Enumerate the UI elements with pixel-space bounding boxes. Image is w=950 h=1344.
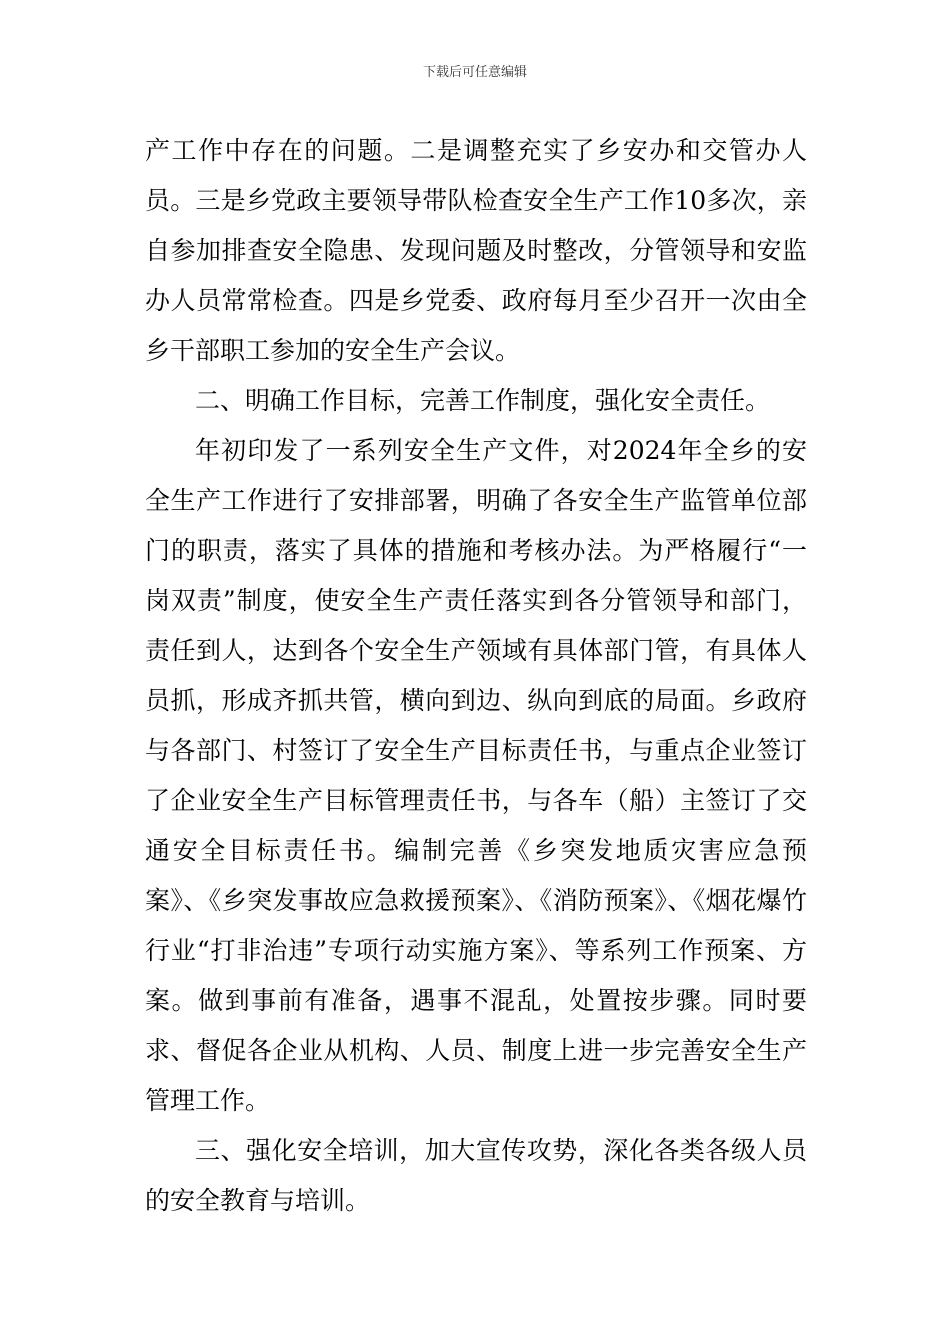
paragraph-4-heading: 三、强化安全培训，加大宣传攻势，深化各类各级人员的安全教育与培训。 — [145, 1136, 807, 1215]
paragraph-2-heading: 二、明确工作目标，完善工作制度，强化安全责任。 — [195, 386, 771, 415]
document-body — [145, 126, 807, 1226]
paragraph-1: 产工作中存在的问题。二是调整充实了乡安办和交管办人员。三是乡党政主要领导带队检查安全生产工作10多次，亲自参加排查安全隐患、发现问题及时整改，分管领导和安监办人员常常检查。四是乡党委、政府每月至少召开一次由全乡干部职工参加的安全生产会议。 — [145, 136, 807, 365]
paragraph-3: 年初印发了一系列安全生产文件，对2024年全乡的安全生产工作进行了安排部署，明确了各安全生产监管单位部门的职责，落实了具体的措施和考核办法。为严格履行“一岗双责”制度，使安全生产责任落实到各分管领导和部门，责任到人，达到各个安全生产领域有具体部门管，有具体人员抓，形成齐抓共管，横向到边、纵向到底的局面。乡政府与各部门、村签订了安全生产目标责任书，与重点企业签订了企业安全生产目标管理责任书，与各车（船）主签订了交通安全目标责任书。编制完善《乡突发地质灾害应急预案》、《乡突发事故应急救援预案》、《消防预案》、《烟花爆竹行业“打非治违”专项行动实施方案》、等系列工作预案、方案。做到事前有准备，遇事不混乱，处置按步骤。同时要求、督促各企业从机构、人员、制度上进一步完善安全生产管理工作。 — [145, 436, 807, 1115]
page-header: 下载后可任意编辑 — [422, 65, 527, 80]
